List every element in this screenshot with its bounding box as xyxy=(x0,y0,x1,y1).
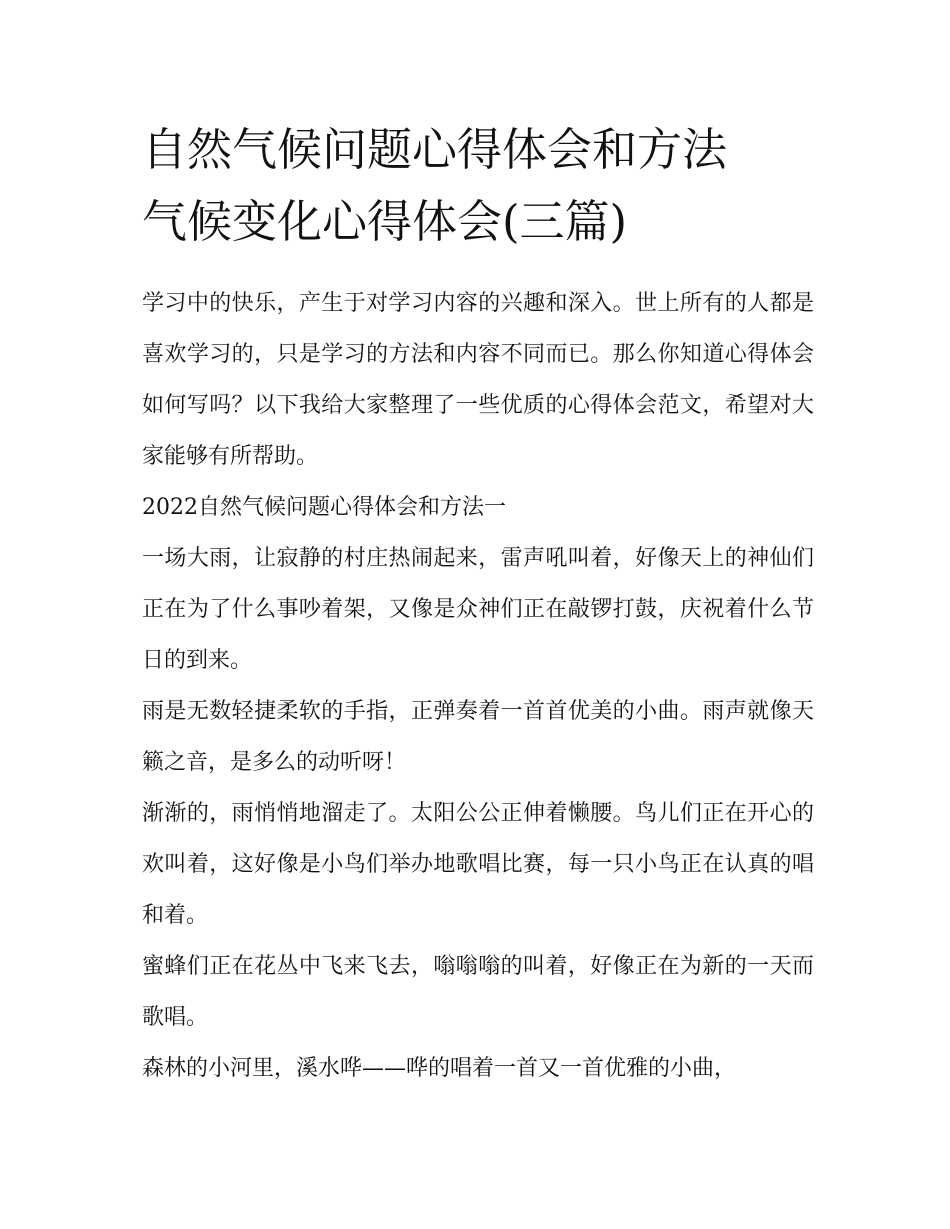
body-paragraph: 森林的小河里，溪水哗——哗的唱着一首又一首优雅的小曲， xyxy=(142,1056,737,1081)
title-line-2: 气候变化心得体会(三篇) xyxy=(142,195,628,248)
body-paragraph: 雨是无数轻捷柔软的手指，正弹奏着一首首优美的小曲。雨声就像天籁之音，是多么的动听呀！ xyxy=(142,699,814,775)
intro-paragraph: 学习中的快乐，产生于对学习内容的兴趣和深入。世上所有的人都是喜欢学习的，只是学习的方法和内容不同而已。那么你知道心得体会如何写吗？以下我给大家整理了一些优质的心得体会范文，希望对大家能够有所帮助。 xyxy=(142,291,814,469)
body-paragraph: 蜜蜂们正在花丛中飞来飞去，嗡嗡嗡的叫着，好像正在为新的一天而歌唱。 xyxy=(142,954,814,1030)
body-paragraph: 一场大雨，让寂静的村庄热闹起来，雷声吼叫着，好像天上的神仙们正在为了什么事吵着架，又像是众神们正在敲锣打鼓，庆祝着什么节日的到来。 xyxy=(142,546,814,673)
document-title xyxy=(142,114,842,258)
section-heading: 2022自然气候问题心得体会和方法一 xyxy=(142,495,506,520)
document-body xyxy=(142,278,814,1094)
title-line-1: 自然气候问题心得体会和方法 xyxy=(142,123,728,176)
body-paragraph: 渐渐的，雨悄悄地溜走了。太阳公公正伸着懒腰。鸟儿们正在开心的欢叫着，这好像是小鸟们举办地歌唱比赛，每一只小鸟正在认真的唱和着。 xyxy=(142,801,814,928)
